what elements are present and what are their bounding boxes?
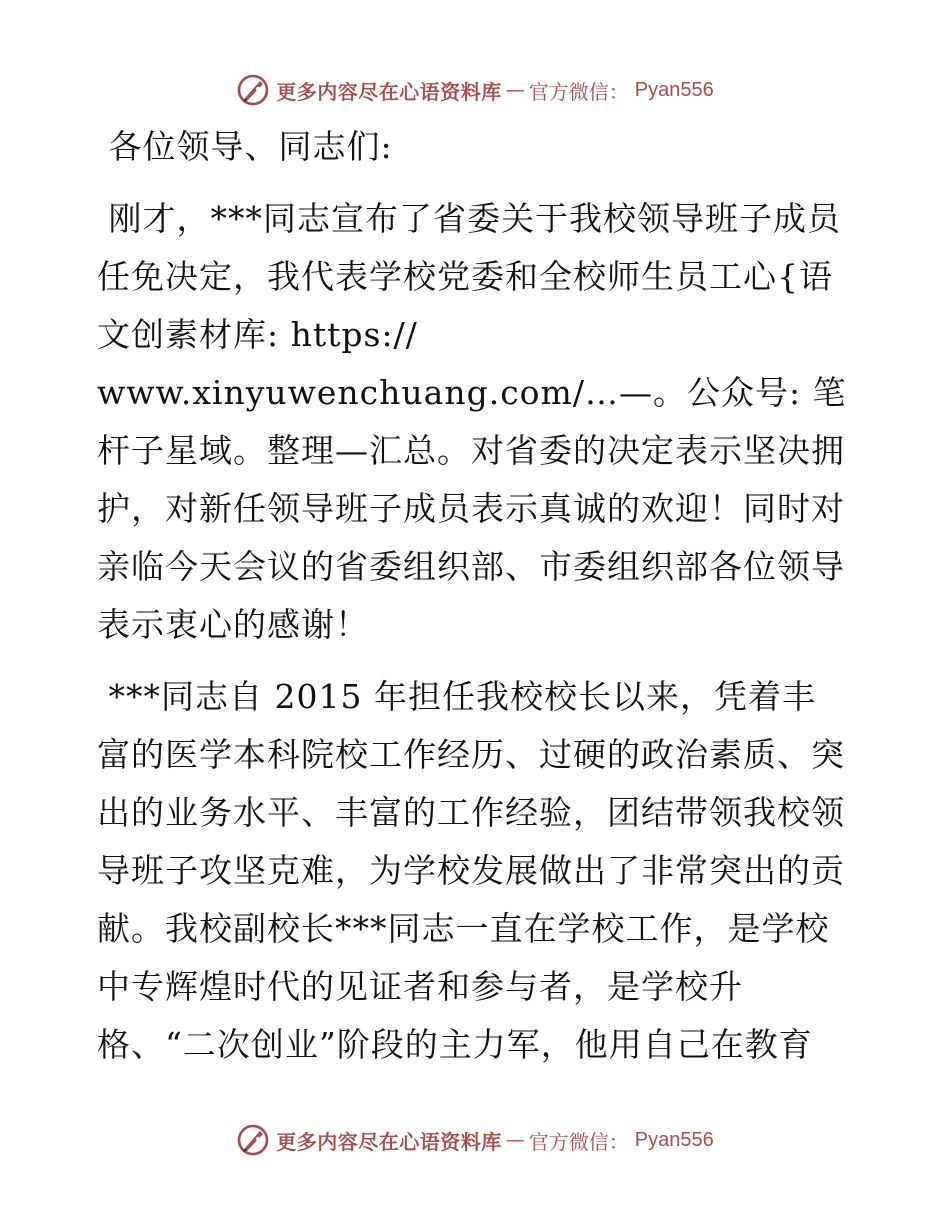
banner-slogan: 更多内容尽在心语资料库	[276, 79, 502, 104]
quill-pen-emblem-icon	[236, 1123, 270, 1157]
banner-official-label: 官方微信：	[528, 79, 629, 104]
header-banner	[0, 70, 950, 110]
paragraph-2: ***同志自 2015 年担任我校校长以来，凭着丰富的医学本科院校工作经历、过硬的政治素质、突出的业务水平、丰富的工作经验，团结带领我校领导班子攻坚克难，为学校发展做出了非常突出的贡献。我校副校长***同志一直在学校工作，是学校中专辉煌时代的见证者和参与者，是学校升格、“二次创业”阶段的主力军，他用自己在教育	[97, 677, 845, 1064]
banner-separator: —	[505, 1129, 525, 1151]
banner-wechat-id: Pyan556	[634, 1128, 714, 1151]
footer-banner	[0, 1120, 950, 1160]
quill-pen-emblem-icon	[236, 73, 270, 107]
salutation: 各位领导、同志们:	[97, 127, 393, 166]
document-body	[97, 118, 849, 1074]
paragraph-1: 刚才，***同志宣布了省委关于我校领导班子成员任免决定，我代表学校党委和全校师生员工心{语文创素材库: https:// www.xinyuwenchuang.com/…—。公众号: 笔杆子星域。整理—汇总。对省委的决定表示坚决拥护，对新任领导班子成员表示真诚的欢迎！同时对亲临今天会议的省委组织部、市委组织部各位领导表示衷心的感谢！	[97, 199, 847, 644]
banner-official-label: 官方微信：	[528, 1129, 629, 1154]
banner-wechat-id: Pyan556	[634, 78, 714, 101]
banner-separator: —	[505, 79, 525, 101]
banner-slogan: 更多内容尽在心语资料库	[276, 1129, 502, 1154]
